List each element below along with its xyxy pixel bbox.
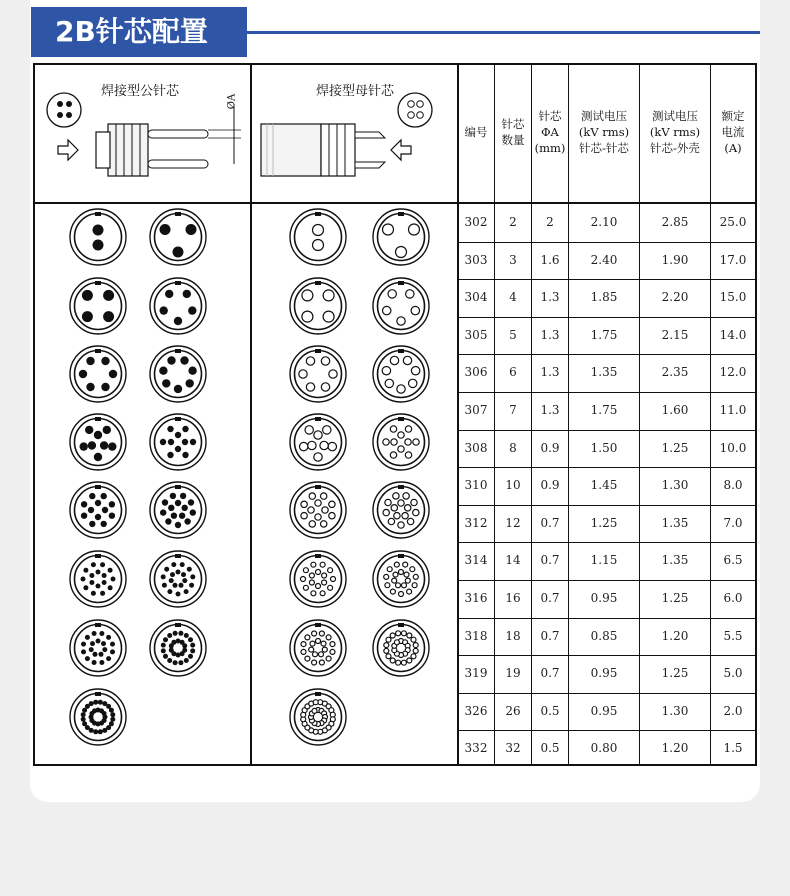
- female-pin-face: [290, 620, 346, 676]
- column-header: 针芯 ΦA (mm): [534, 109, 566, 155]
- male-pin-face: [150, 209, 206, 265]
- diameter-label: ØA: [226, 93, 238, 110]
- row-divider: [457, 242, 757, 243]
- female-pin-face: [373, 209, 429, 265]
- male-pin-face: [70, 346, 126, 402]
- female-pin-face: [373, 620, 429, 676]
- pin-face-diagrams: [35, 204, 455, 764]
- female-pin-face: [290, 414, 346, 470]
- male-pin-face: [70, 689, 126, 745]
- female-pin-face: [373, 551, 429, 607]
- male-pin-face: [70, 620, 126, 676]
- col-divider: [531, 63, 532, 766]
- male-pin-face: [150, 346, 206, 402]
- col-divider: [457, 63, 459, 766]
- row-divider: [457, 505, 757, 506]
- title-rule: [247, 31, 760, 34]
- row-divider: [457, 580, 757, 581]
- female-pin-face: [290, 482, 346, 538]
- female-pin-face: [290, 689, 346, 745]
- male-pin-face: [150, 482, 206, 538]
- row-divider: [457, 317, 757, 318]
- male-pin-face: [150, 278, 206, 334]
- row-divider: [457, 655, 757, 656]
- female-contact-label: 焊接型母针芯: [315, 84, 394, 99]
- female-pin-face: [373, 278, 429, 334]
- row-divider: [457, 730, 757, 731]
- row-divider: [457, 430, 757, 431]
- male-connector-drawing: [36, 84, 248, 194]
- column-header: 测试电压 (kV rms) 针芯-针芯: [578, 109, 630, 155]
- col-divider: [639, 63, 640, 766]
- column-header: 编号: [464, 125, 488, 139]
- female-pin-face: [290, 278, 346, 334]
- column-header: 额定 电流 (A): [721, 109, 745, 155]
- row-divider: [457, 279, 757, 280]
- male-pin-face: [70, 482, 126, 538]
- row-divider: [457, 693, 757, 694]
- column-header: 测试电压 (kV rms) 针芯-外壳: [649, 109, 701, 155]
- row-divider: [457, 392, 757, 393]
- male-contact-label: 焊接型公针芯: [100, 84, 179, 99]
- female-pin-face: [373, 414, 429, 470]
- female-pin-face: [373, 346, 429, 402]
- row-divider: [457, 618, 757, 619]
- row-divider: [457, 542, 757, 543]
- row-divider: [457, 354, 757, 355]
- male-pin-face: [150, 620, 206, 676]
- female-pin-face: [373, 482, 429, 538]
- column-header: 针芯 数量: [501, 117, 525, 147]
- col-divider: [494, 63, 495, 766]
- female-pin-face: [290, 551, 346, 607]
- row-divider: [457, 467, 757, 468]
- col-divider: [710, 63, 711, 766]
- female-pin-face: [290, 346, 346, 402]
- male-pin-face: [70, 278, 126, 334]
- section-title: 2B针芯配置: [31, 7, 247, 57]
- male-pin-face: [70, 209, 126, 265]
- male-pin-face: [150, 414, 206, 470]
- male-pin-face: [70, 414, 126, 470]
- male-pin-face: [70, 551, 126, 607]
- col-divider: [568, 63, 569, 766]
- female-connector-drawing: [253, 84, 455, 194]
- female-pin-face: [290, 209, 346, 265]
- male-pin-face: [150, 551, 206, 607]
